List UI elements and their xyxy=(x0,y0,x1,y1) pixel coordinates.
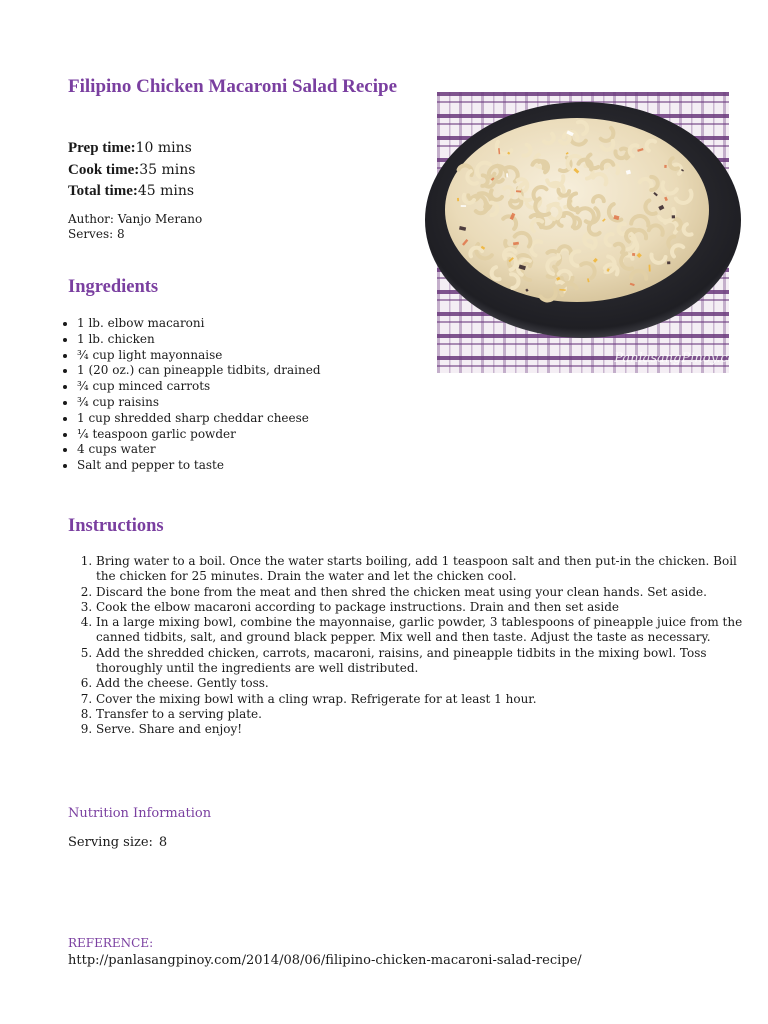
ingredients-list xyxy=(58,316,321,474)
ingredient-item: • ¼ teaspoon garlic powder xyxy=(77,427,321,443)
instructions-heading: Instructions xyxy=(68,516,164,536)
prep-time-value: 10 mins xyxy=(135,140,192,156)
cook-time-value: 35 mins xyxy=(139,161,196,178)
prep-time-label: Prep time: xyxy=(68,140,136,156)
recipe-times xyxy=(68,138,195,203)
total-time xyxy=(68,181,195,203)
serving-size-label: Serving size: xyxy=(68,835,153,850)
nutrition-heading: Nutrition Information xyxy=(68,806,212,821)
instruction-step: 9. Serve. Share and enjoy! xyxy=(96,722,756,737)
ingredient-item: • 1 cup shredded sharp cheddar cheese xyxy=(77,411,321,427)
total-time-value: 45 mins xyxy=(137,183,195,199)
instruction-step: 3. Cook the elbow macaroni according to package instructions. Drain and then set aside xyxy=(96,600,756,615)
ingredient-item: • 1 lb. chicken xyxy=(77,332,321,348)
recipe-author: Author: Vanjo Merano xyxy=(68,212,203,226)
macaroni-salad-photo xyxy=(437,92,748,373)
ingredient-item: • ¾ cup minced carrots xyxy=(77,379,321,395)
ingredient-item: • 1 lb. elbow macaroni xyxy=(77,316,321,332)
reference-url[interactable]: http://panlasangpinoy.com/2014/08/06/filipino-chicken-macaroni-salad-recipe/ xyxy=(68,953,582,968)
ingredient-item: • 4 cups water xyxy=(77,442,321,458)
instructions-list xyxy=(60,554,756,738)
recipe-title: Filipino Chicken Macaroni Salad Recipe xyxy=(68,76,398,97)
cook-time-label: Cook time: xyxy=(68,161,140,178)
ingredient-item: • ¾ cup light mayonnaise xyxy=(77,348,321,364)
photo-watermark: PanlasangPinoy.com xyxy=(614,351,748,366)
total-time-label: Total time: xyxy=(68,183,138,199)
instruction-step: 4. In a large mixing bowl, combine the mayonnaise, garlic powder, 3 tablespoons of pineapple juice from the canned tidbits, salt, and ground black pepper. Mix well and then taste. Adjust the taste as necessary. xyxy=(96,615,756,646)
cook-time xyxy=(68,160,195,182)
recipe-meta xyxy=(68,212,202,242)
instruction-step: 6. Add the cheese. Gently toss. xyxy=(96,676,756,691)
ingredient-item: • ¾ cup raisins xyxy=(77,395,321,411)
ingredient-item: • 1 (20 oz.) can pineapple tidbits, drained xyxy=(77,363,321,379)
instruction-step: 7. Cover the mixing bowl with a cling wrap. Refrigerate for at least 1 hour. xyxy=(96,692,756,707)
instruction-step: 2. Discard the bone from the meat and then shred the chicken meat using your clean hands. Set aside. xyxy=(96,585,756,600)
ingredient-item: • Salt and pepper to taste xyxy=(77,458,321,474)
recipe-serves: Serves: 8 xyxy=(68,227,125,241)
serving-size xyxy=(68,835,167,850)
instruction-step: 8. Transfer to a serving plate. xyxy=(96,707,756,722)
instruction-step: 1. Bring water to a boil. Once the water starts boiling, add 1 teaspoon salt and then put-in the chicken. Boil the chicken for 25 minutes. Drain the water and let the chicken cool. xyxy=(96,554,756,585)
instruction-step: 5. Add the shredded chicken, carrots, macaroni, raisins, and pineapple tidbits in the mixing bowl. Toss thoroughly until the ingredients are well distributed. xyxy=(96,646,756,677)
ingredients-heading: Ingredients xyxy=(68,277,159,297)
reference-label: REFERENCE: xyxy=(68,936,154,950)
serving-size-value: 8 xyxy=(158,835,168,850)
recipe-photo xyxy=(437,92,748,373)
prep-time xyxy=(68,138,195,160)
